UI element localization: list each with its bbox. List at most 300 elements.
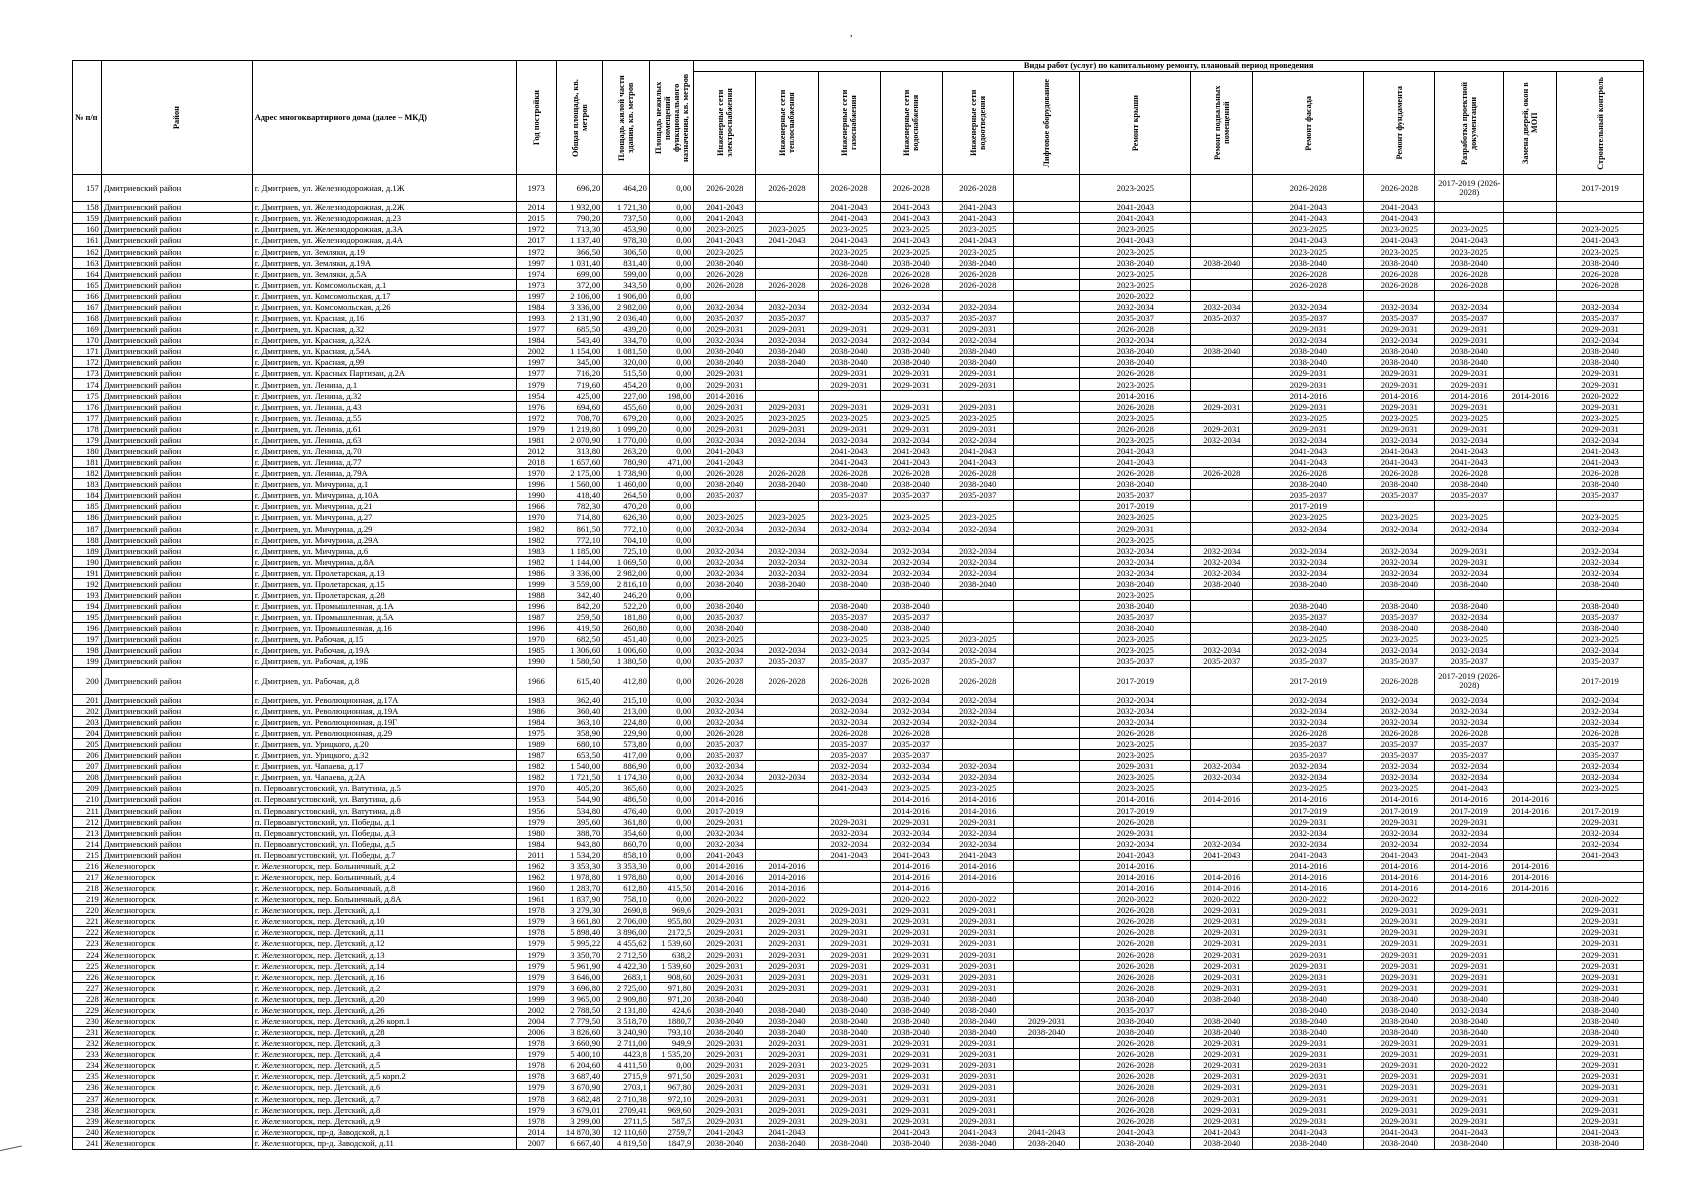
table-cell: 2026-2028 <box>1080 423 1191 434</box>
table-cell: Железногорск <box>101 1082 252 1093</box>
table-cell: г. Дмитриев, ул. Железнодорожная, д.3А <box>252 224 516 235</box>
table-row <box>73 1038 1644 1049</box>
table-cell: 1973 <box>516 175 556 202</box>
table-cell: 2023-2025 <box>1557 634 1644 645</box>
table-cell: 515,50 <box>603 368 650 379</box>
table-cell: 1981 <box>516 434 556 445</box>
table-row <box>73 545 1644 556</box>
col-header: Лифтовое оборудование <box>1013 72 1080 175</box>
table-cell <box>756 368 818 379</box>
table-cell <box>1013 694 1080 705</box>
table-cell: 2038-2040 <box>1191 1015 1253 1026</box>
table-cell <box>942 739 1013 750</box>
table-cell: 334,70 <box>603 335 650 346</box>
table-cell <box>1013 445 1080 456</box>
table-cell: 2038-2040 <box>880 257 942 268</box>
table-row <box>73 871 1644 882</box>
table-cell: 2029-2031 <box>1435 1093 1504 1104</box>
table-row <box>73 694 1644 705</box>
col-header: Инженерные сети водоснабжения <box>880 72 942 175</box>
table-cell: 708,70 <box>556 412 603 423</box>
table-cell: 2038-2040 <box>756 357 818 368</box>
table-cell: 2029-2031 <box>1435 960 1504 971</box>
header-group-row <box>73 61 1644 72</box>
table-cell: 2029-2031 <box>1253 379 1364 390</box>
table-cell: 191 <box>73 567 102 578</box>
table-cell <box>1013 794 1080 805</box>
table-cell: 2032-2034 <box>694 645 756 656</box>
table-cell: 737,50 <box>603 213 650 224</box>
table-cell: 2035-2037 <box>942 313 1013 324</box>
table-cell: 1985 <box>516 645 556 656</box>
table-cell: 2 725,00 <box>603 982 650 993</box>
table-cell: 197 <box>73 634 102 645</box>
table-cell: 682,50 <box>556 634 603 645</box>
table-row <box>73 175 1644 202</box>
table-cell: 2029-2031 <box>694 1104 756 1115</box>
table-cell: г. Железногорск, пер. Детский, д.13 <box>252 949 516 960</box>
table-cell: 213 <box>73 827 102 838</box>
table-cell: 2023-2025 <box>942 246 1013 257</box>
table-cell: 202 <box>73 705 102 716</box>
table-cell: п. Первоавгустовский, ул. Победы, д.1 <box>252 816 516 827</box>
table-cell: 2023-2025 <box>694 634 756 645</box>
table-cell: 2038-2040 <box>1080 623 1191 634</box>
table-cell: 2023-2025 <box>880 224 942 235</box>
table-cell: 2020-2022 <box>880 894 942 905</box>
table-cell: Железногорск <box>101 1115 252 1126</box>
table-cell: 653,50 <box>556 750 603 761</box>
table-cell: 699,00 <box>556 268 603 279</box>
table-cell: 1989 <box>516 739 556 750</box>
table-cell: 2038-2040 <box>818 601 880 612</box>
table-cell: 2029-2031 <box>1253 324 1364 335</box>
table-cell: 696,20 <box>556 175 603 202</box>
table-cell: 2035-2037 <box>1435 750 1504 761</box>
table-cell: 2032-2034 <box>694 567 756 578</box>
table-cell: 2032-2034 <box>1435 838 1504 849</box>
table-cell: 638,2 <box>649 949 693 960</box>
table-cell <box>1504 534 1557 545</box>
table-cell: 2041-2043 <box>694 202 756 213</box>
table-cell: 0,00 <box>649 705 693 716</box>
table-cell: 2029-2031 <box>1191 401 1253 412</box>
table-cell: 2035-2037 <box>1435 490 1504 501</box>
table-cell: 2035-2037 <box>1435 656 1504 667</box>
table-cell: Железногорск <box>101 971 252 982</box>
table-cell <box>1504 379 1557 390</box>
table-cell: 2035-2037 <box>1557 490 1644 501</box>
table-cell: 2014-2016 <box>1364 883 1435 894</box>
table-cell: 2014-2016 <box>1364 390 1435 401</box>
table-cell: 2014-2016 <box>880 794 942 805</box>
table-cell: 231 <box>73 1027 102 1038</box>
table-cell: 1977 <box>516 368 556 379</box>
table-cell: г. Железногорск, пер. Детский, д.3 <box>252 1038 516 1049</box>
table-cell <box>1191 601 1253 612</box>
table-cell: 2032-2034 <box>942 545 1013 556</box>
table-cell: 2029-2031 <box>1364 1093 1435 1104</box>
table-cell: 2014-2016 <box>942 860 1013 871</box>
table-cell: 2041-2043 <box>1364 235 1435 246</box>
table-cell: 2038-2040 <box>1253 1015 1364 1026</box>
table-cell: 2029-2031 <box>1253 938 1364 949</box>
table-cell: 2029-2031 <box>756 960 818 971</box>
table-cell: 176 <box>73 401 102 412</box>
table-cell: 225 <box>73 960 102 971</box>
table-row <box>73 1126 1644 1137</box>
table-cell: 2023-2025 <box>1557 246 1644 257</box>
table-cell <box>1013 202 1080 213</box>
table-cell: 2026-2028 <box>880 175 942 202</box>
table-cell: 2038-2040 <box>818 346 880 357</box>
table-cell: 2041-2043 <box>880 235 942 246</box>
table-cell: 2026-2028 <box>818 279 880 290</box>
table-cell: 2026-2028 <box>1080 727 1191 738</box>
table-cell: Дмитриевский район <box>101 838 252 849</box>
table-row <box>73 1060 1644 1071</box>
table-cell: Железногорск <box>101 1104 252 1115</box>
table-cell: 2038-2040 <box>1557 479 1644 490</box>
table-cell: 2032-2034 <box>1364 838 1435 849</box>
table-cell: 1970 <box>516 468 556 479</box>
table-cell: 858,10 <box>603 849 650 860</box>
table-cell: 2032-2034 <box>942 694 1013 705</box>
table-cell: г. Дмитриев, ул. Ленина, д.61 <box>252 423 516 434</box>
table-cell: 2038-2040 <box>1557 1027 1644 1038</box>
table-cell: 2029-2031 <box>1435 401 1504 412</box>
table-cell: 2038-2040 <box>1253 1004 1364 1015</box>
table-cell: 3 518,70 <box>603 1015 650 1026</box>
table-cell <box>1013 949 1080 960</box>
table-cell: 2029-2031 <box>756 401 818 412</box>
table-row <box>73 860 1644 871</box>
table-cell: 2014-2016 <box>1080 390 1191 401</box>
table-cell: 2038-2040 <box>818 357 880 368</box>
table-cell: 241 <box>73 1137 102 1149</box>
table-cell: 2029-2031 <box>818 1093 880 1104</box>
table-cell: 2032-2034 <box>1253 567 1364 578</box>
table-cell: 1 837,90 <box>556 894 603 905</box>
table-cell: г. Дмитриев, ул. Чапаева, д.2А <box>252 772 516 783</box>
table-cell: 2035-2037 <box>1364 750 1435 761</box>
table-cell: 2029-2031 <box>880 379 942 390</box>
table-cell: 0,00 <box>649 772 693 783</box>
table-cell: 534,80 <box>556 805 603 816</box>
table-cell: 3 660,90 <box>556 1038 603 1049</box>
table-row <box>73 1093 1644 1104</box>
table-cell <box>1013 1093 1080 1104</box>
table-cell: 228 <box>73 993 102 1004</box>
table-cell: 208 <box>73 772 102 783</box>
table-cell: 1 657,60 <box>556 457 603 468</box>
table-cell: 0,00 <box>649 175 693 202</box>
table-cell: 2029-2031 <box>1364 960 1435 971</box>
table-cell <box>756 705 818 716</box>
table-cell <box>1191 1004 1253 1015</box>
table-cell: 2032-2034 <box>1435 612 1504 623</box>
table-cell <box>1504 346 1557 357</box>
table-cell: г. Железногорск, пер. Детский, д.9 <box>252 1115 516 1126</box>
table-cell <box>1013 750 1080 761</box>
table-cell: 2032-2034 <box>1557 838 1644 849</box>
table-cell: 0,00 <box>649 346 693 357</box>
table-cell: 2023-2025 <box>1435 634 1504 645</box>
table-cell: 1 185,00 <box>556 545 603 556</box>
table-cell: 2029-2031 <box>818 816 880 827</box>
table-cell: 2023-2025 <box>1364 634 1435 645</box>
table-row <box>73 816 1644 827</box>
table-cell: Дмитриевский район <box>101 235 252 246</box>
table-row <box>73 960 1644 971</box>
table-cell <box>1557 860 1644 871</box>
table-cell: 2014-2016 <box>1080 883 1191 894</box>
table-cell: 1 770,00 <box>603 434 650 445</box>
table-cell: 0,00 <box>649 871 693 882</box>
table-cell: 2023-2025 <box>880 783 942 794</box>
table-cell <box>942 589 1013 600</box>
table-cell: 236 <box>73 1082 102 1093</box>
table-cell: 978,30 <box>603 235 650 246</box>
table-cell: 2032-2034 <box>756 645 818 656</box>
table-cell: 2014 <box>516 1126 556 1137</box>
table-cell <box>1435 894 1504 905</box>
table-cell: Железногорск <box>101 883 252 894</box>
table-cell: г. Железногорск, пер. Детский, д.4 <box>252 1049 516 1060</box>
table-cell <box>1557 202 1644 213</box>
table-cell: 1966 <box>516 667 556 694</box>
table-row <box>73 224 1644 235</box>
table-cell: 1 219,80 <box>556 423 603 434</box>
table-cell: 2029-2031 <box>1253 982 1364 993</box>
table-cell: Дмитриевский район <box>101 379 252 390</box>
table-cell: 2014 <box>516 202 556 213</box>
table-cell: 3 353,30 <box>556 860 603 871</box>
table-cell: 2032-2034 <box>880 716 942 727</box>
table-cell: г. Дмитриев, ул. Урицкого, д.32 <box>252 750 516 761</box>
table-cell: 3 682,48 <box>556 1093 603 1104</box>
table-cell: г. Дмитриев, ул. Мичурина, д.6 <box>252 545 516 556</box>
table-cell <box>1504 246 1557 257</box>
table-cell: 2026-2028 <box>1557 268 1644 279</box>
table-cell: 1978 <box>516 1093 556 1104</box>
table-cell: 2032-2034 <box>1557 523 1644 534</box>
table-cell: 2032-2034 <box>694 556 756 567</box>
table-cell: 2029-2031 <box>880 401 942 412</box>
table-cell: 1 006,60 <box>603 645 650 656</box>
table-cell: 2014-2016 <box>1364 860 1435 871</box>
table-cell: 2038-2040 <box>1435 601 1504 612</box>
table-cell <box>880 390 942 401</box>
table-cell: 388,70 <box>556 827 603 838</box>
table-cell: 1 580,50 <box>556 656 603 667</box>
table-cell: г. Железногорск, пер. Детский, д.2 <box>252 982 516 993</box>
table-cell: 363,10 <box>556 716 603 727</box>
table-cell <box>1013 423 1080 434</box>
table-cell: 772,10 <box>603 523 650 534</box>
table-cell: 2035-2037 <box>1435 313 1504 324</box>
table-cell: 2026-2028 <box>694 279 756 290</box>
table-cell <box>1504 175 1557 202</box>
table-cell: 2032-2034 <box>880 772 942 783</box>
table-cell: 2041-2043 <box>1080 235 1191 246</box>
table-cell <box>1013 783 1080 794</box>
table-cell: 1982 <box>516 556 556 567</box>
table-cell: 2032-2034 <box>1191 556 1253 567</box>
table-cell: 2032-2034 <box>756 567 818 578</box>
table-cell: 2029-2031 <box>1435 1071 1504 1082</box>
table-cell <box>756 794 818 805</box>
table-cell: 2032-2034 <box>942 335 1013 346</box>
table-cell <box>1191 479 1253 490</box>
table-cell: 2023-2025 <box>694 412 756 423</box>
table-cell: 2029-2031 <box>1435 938 1504 949</box>
table-cell <box>1504 567 1557 578</box>
table-cell: 192 <box>73 578 102 589</box>
table-cell: 2032-2034 <box>880 556 942 567</box>
table-cell: 573,80 <box>603 739 650 750</box>
table-cell: 2041-2043 <box>1080 202 1191 213</box>
table-cell: 2029-2031 <box>1191 1071 1253 1082</box>
table-cell: 2029-2031 <box>942 949 1013 960</box>
table-cell: 2041-2043 <box>1080 457 1191 468</box>
table-cell <box>1191 816 1253 827</box>
table-cell: 2029-2031 <box>1557 1060 1644 1071</box>
table-cell: 5 995,22 <box>556 938 603 949</box>
table-cell: 2029-2031 <box>1191 949 1253 960</box>
table-cell: 2029-2031 <box>1080 523 1191 534</box>
table-cell <box>756 750 818 761</box>
table-cell <box>1013 601 1080 612</box>
table-cell: 2172,5 <box>649 927 693 938</box>
table-cell: г. Дмитриев, ул. Чапаева, д.17 <box>252 761 516 772</box>
table-cell <box>1013 523 1080 534</box>
table-row <box>73 634 1644 645</box>
table-cell: 2032-2034 <box>1435 567 1504 578</box>
table-cell: 2023-2025 <box>1557 512 1644 523</box>
table-cell: 2029-2031 <box>818 916 880 927</box>
table-cell: 2032-2034 <box>942 772 1013 783</box>
table-cell: 207 <box>73 761 102 772</box>
table-cell: 1 137,40 <box>556 235 603 246</box>
table-cell: 2032-2034 <box>756 301 818 312</box>
table-cell <box>756 257 818 268</box>
table-cell: 2035-2037 <box>694 612 756 623</box>
table-cell: г. Дмитриев, ул. Красная, д.32 <box>252 324 516 335</box>
col-header: Год постройки <box>516 61 556 175</box>
table-row <box>73 290 1644 301</box>
table-cell: 2014-2016 <box>1435 871 1504 882</box>
table-cell: 2038-2040 <box>1191 346 1253 357</box>
table-cell: Дмитриевский район <box>101 390 252 401</box>
col-header: Ремонт фасада <box>1253 72 1364 175</box>
table-cell: 2029-2031 <box>1435 379 1504 390</box>
table-cell: 2029-2031 <box>756 1060 818 1071</box>
table-cell: 0,00 <box>649 623 693 634</box>
table-cell: Дмитриевский район <box>101 246 252 257</box>
table-cell: 2029-2031 <box>1253 960 1364 971</box>
table-cell: 2035-2037 <box>1557 656 1644 667</box>
table-cell: 2029-2031 <box>1364 1115 1435 1126</box>
table-cell: 2041-2043 <box>1364 457 1435 468</box>
table-cell: 2032-2034 <box>756 545 818 556</box>
table-cell: 2032-2034 <box>1364 556 1435 567</box>
table-cell: 2029-2031 <box>756 1115 818 1126</box>
table-cell: 1979 <box>516 423 556 434</box>
table-cell: п. Первоавгустовский, ул. Ватутина, д.6 <box>252 794 516 805</box>
table-cell: 2038-2040 <box>1080 257 1191 268</box>
table-cell <box>1557 213 1644 224</box>
table-cell: 0,00 <box>649 202 693 213</box>
table-cell <box>1504 772 1557 783</box>
table-cell: 719,60 <box>556 379 603 390</box>
table-cell: 1 539,60 <box>649 960 693 971</box>
table-cell: 2041-2043 <box>818 445 880 456</box>
table-cell: 1979 <box>516 1049 556 1060</box>
table-cell: 2038-2040 <box>756 1027 818 1038</box>
table-cell: 2026-2028 <box>1080 1115 1191 1126</box>
table-cell: 2023-2025 <box>1435 512 1504 523</box>
table-cell <box>1364 589 1435 600</box>
table-cell: 2038-2040 <box>1557 357 1644 368</box>
table-cell: 2029-2031 <box>1191 423 1253 434</box>
table-cell <box>1013 1104 1080 1115</box>
table-cell: 2026-2028 <box>1364 268 1435 279</box>
table-cell: 1975 <box>516 727 556 738</box>
table-cell: 4423,8 <box>603 1049 650 1060</box>
table-cell <box>1191 534 1253 545</box>
table-cell: 2029-2031 <box>1435 324 1504 335</box>
table-cell: 0,00 <box>649 645 693 656</box>
table-cell: 174 <box>73 379 102 390</box>
table-cell: 2038-2040 <box>880 1015 942 1026</box>
table-cell: 165 <box>73 279 102 290</box>
table-cell <box>1504 457 1557 468</box>
table-cell: 2032-2034 <box>1557 716 1644 727</box>
table-cell <box>1013 567 1080 578</box>
table-cell: 230 <box>73 1015 102 1026</box>
table-cell: 612,80 <box>603 883 650 894</box>
table-cell: 2029-2031 <box>942 1060 1013 1071</box>
table-cell: 2029-2031 <box>1435 982 1504 993</box>
table-cell: 2014-2016 <box>694 390 756 401</box>
table-cell: 2029-2031 <box>694 1038 756 1049</box>
table-cell: 2038-2040 <box>1435 357 1504 368</box>
table-cell: 2029-2031 <box>1191 938 1253 949</box>
table-cell: 2026-2028 <box>1080 1049 1191 1060</box>
table-cell: 2038-2040 <box>1013 1137 1080 1149</box>
table-cell: 263,20 <box>603 445 650 456</box>
table-cell: 2023-2025 <box>1080 534 1191 545</box>
table-cell <box>1504 213 1557 224</box>
table-cell: 2014-2016 <box>1435 883 1504 894</box>
table-cell: 3 559,00 <box>556 578 603 589</box>
table-cell: 2029-2031 <box>942 401 1013 412</box>
table-cell <box>880 501 942 512</box>
table-cell: 2014-2016 <box>942 794 1013 805</box>
table-cell: 2029-2031 <box>694 905 756 916</box>
table-cell: 0,00 <box>649 301 693 312</box>
table-cell: 2035-2037 <box>1080 313 1191 324</box>
table-cell: 1 539,60 <box>649 938 693 949</box>
table-cell: 2032-2034 <box>1364 301 1435 312</box>
table-cell: 2032-2034 <box>694 761 756 772</box>
table-cell <box>1504 927 1557 938</box>
table-cell: 2032-2034 <box>1191 761 1253 772</box>
table-cell: 2041-2043 <box>880 849 942 860</box>
table-cell: 2038-2040 <box>756 578 818 589</box>
table-cell: 2017-2019 <box>1253 805 1364 816</box>
